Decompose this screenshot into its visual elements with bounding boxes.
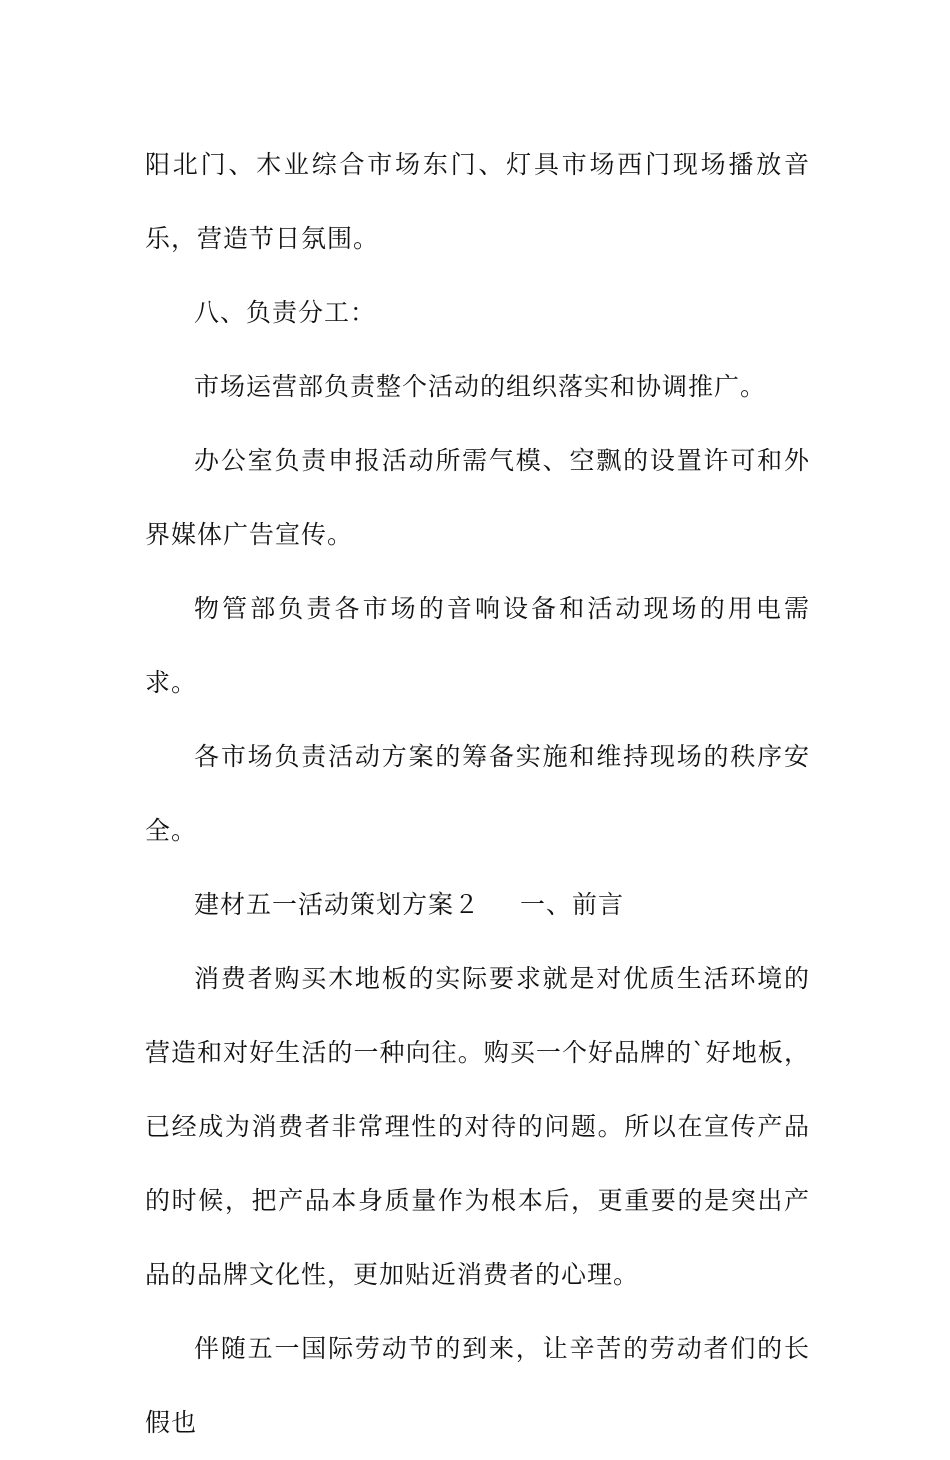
section-heading-division-of-duties: 八、负责分工：	[194, 298, 377, 327]
document-body	[145, 128, 810, 1460]
paragraph-continuation: 阳北门、木业综合市场东门、灯具市场西门现场播放音乐，营造节日氛围。	[145, 150, 810, 253]
paragraph-office: 办公室负责申报活动所需气模、空飘的设置许可和外界媒体广告宣传。	[145, 446, 810, 549]
paragraph-property-management: 物管部负责各市场的音响设备和活动现场的用电需求。	[145, 594, 810, 697]
plan-title-line	[145, 868, 810, 942]
paragraph-consumer: 消费者购买木地板的实际要求就是对优质生活环境的营造和对好生活的一种向往。购买一个好品牌的`好地板，已经成为消费者非常理性的对待的问题。所以在宣传产品的时候，把产品本身质量作为根本后，更重要的是突出产品的品牌文化性，更加贴近消费者的心理。	[145, 964, 810, 1289]
plan-title: 建材五一活动策划方案２	[194, 890, 481, 919]
paragraph-market-operations: 市场运营部负责整个活动的组织落实和协调推广。	[194, 372, 767, 401]
section-heading-preface: 一、前言	[520, 890, 625, 919]
paragraph-may-day: 伴随五一国际劳动节的到来，让辛苦的劳动者们的长假也	[145, 1334, 810, 1437]
paragraph-markets: 各市场负责活动方案的筹备实施和维持现场的秩序安全。	[145, 742, 810, 845]
